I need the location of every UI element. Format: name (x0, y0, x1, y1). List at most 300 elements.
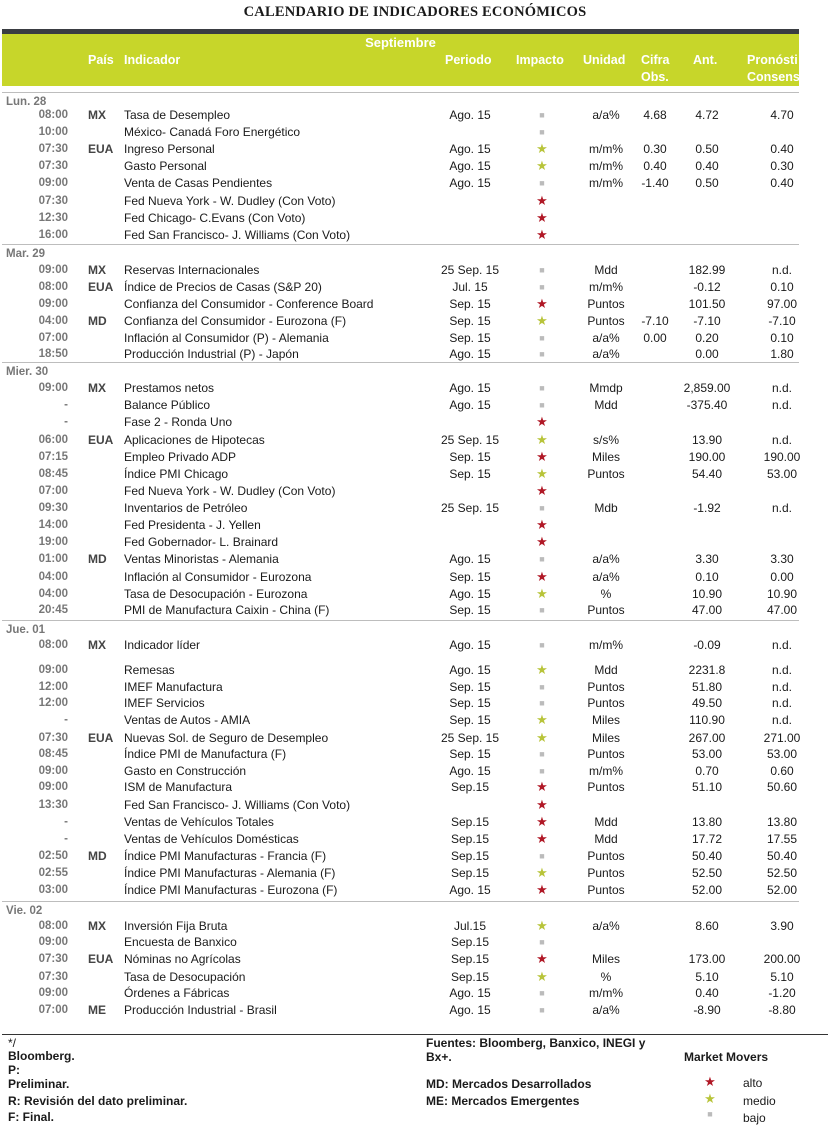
forecast-cell: 0.10 (770, 331, 794, 345)
star-yellow-icon: ★ (536, 586, 548, 601)
actual-cell: -1.40 (641, 176, 669, 190)
period-cell: Sep. 15 (449, 314, 491, 328)
indicator-cell: Órdenes a Fábricas (124, 986, 230, 1000)
indicator-cell: Confianza del Consumidor - Eurozona (F) (124, 314, 347, 328)
forecast-cell: 53.00 (766, 747, 798, 761)
previous-cell: 5.10 (695, 970, 719, 984)
unit-cell: % (600, 970, 612, 984)
unit-cell: Mdd (594, 263, 618, 277)
indicator-cell: Remesas (124, 663, 175, 677)
time-cell: 09:00 (38, 664, 68, 676)
country-cell: EUA (88, 433, 114, 447)
period-cell: Jul. 15 (452, 280, 488, 294)
previous-cell: 0.40 (695, 159, 719, 173)
star-yellow-icon: ★ (536, 662, 548, 677)
time-cell: 19:00 (38, 536, 68, 548)
time-cell: 12:00 (38, 697, 68, 709)
header-indicator: Indicador (124, 53, 181, 67)
unit-cell: Mmdp (589, 381, 623, 395)
forecast-cell: 50.60 (766, 780, 798, 794)
day-label: Mier. 30 (6, 366, 49, 378)
time-cell: 09:00 (38, 382, 68, 394)
actual-cell: -7.10 (641, 314, 669, 328)
table-row (0, 227, 830, 243)
indicator-cell: Inversión Fija Bruta (124, 919, 228, 933)
star-red-icon: ★ (536, 193, 548, 208)
table-row (0, 1002, 830, 1018)
table-row (0, 969, 830, 985)
time-cell: - (64, 399, 68, 411)
table-row (0, 380, 830, 396)
previous-cell: 0.50 (695, 176, 719, 190)
country-cell: MD (88, 314, 107, 328)
forecast-cell: 0.40 (770, 142, 794, 156)
table-row (0, 586, 830, 602)
period-cell: Ago. 15 (449, 142, 491, 156)
time-cell: 20:45 (38, 604, 68, 616)
previous-cell: 2,859.00 (683, 381, 731, 395)
period-cell: Sep. 15 (449, 747, 491, 761)
indicator-cell: Producción Industrial - Brasil (124, 1003, 277, 1017)
square-gray-icon: ■ (539, 1005, 545, 1015)
period-cell: Ago. 15 (449, 176, 491, 190)
star-yellow-icon: ★ (536, 865, 548, 880)
time-cell: 08:45 (38, 748, 68, 760)
star-red-icon: ★ (536, 797, 548, 812)
period-cell: 25 Sep. 15 (440, 433, 500, 447)
period-cell: Sep. 15 (449, 680, 491, 694)
table-row (0, 695, 830, 711)
indicator-cell: Fed Gobernador- L. Brainard (124, 535, 279, 549)
period-cell: Ago. 15 (449, 883, 491, 897)
time-cell: 07:30 (38, 732, 68, 744)
forecast-cell: 50.40 (766, 849, 798, 863)
star-red-icon: ★ (536, 779, 548, 794)
previous-cell: 4.72 (695, 108, 719, 122)
time-cell: - (64, 816, 68, 828)
forecast-cell: 4.70 (770, 108, 794, 122)
time-cell: 07:00 (38, 332, 68, 344)
indicator-cell: Nuevas Sol. de Seguro de Desempleo (124, 731, 329, 745)
square-gray-icon: ■ (539, 605, 545, 615)
indicator-cell: Fed Nueva York - W. Dudley (Con Voto) (124, 484, 336, 498)
time-cell: 09:00 (38, 936, 68, 948)
time-cell: 12:30 (38, 212, 68, 224)
time-cell: - (64, 714, 68, 726)
indicator-cell: Fed San Francisco- J. Williams (Con Voto) (124, 228, 351, 242)
square-gray-icon: ■ (539, 937, 545, 947)
indicator-cell: Índice de Precios de Casas (S&P 20) (124, 280, 322, 294)
time-cell: 09:00 (38, 781, 68, 793)
table-row (0, 449, 830, 465)
unit-cell: a/a% (592, 331, 620, 345)
time-cell: 07:30 (38, 971, 68, 983)
unit-cell: Miles (591, 731, 620, 745)
time-cell: 12:00 (38, 681, 68, 693)
time-cell: 09:00 (38, 765, 68, 777)
table-row (0, 679, 830, 695)
time-cell: 08:00 (38, 920, 68, 932)
star-yellow-icon: ★ (536, 313, 548, 328)
table-row (0, 500, 830, 516)
period-cell: Sep. 15 (449, 331, 491, 345)
square-gray-icon: ■ (539, 178, 545, 188)
previous-cell: 173.00 (688, 952, 726, 966)
previous-cell: 52.00 (691, 883, 723, 897)
star-yellow-icon: ★ (536, 158, 548, 173)
header-impact: Impacto (516, 53, 564, 67)
star-red-icon: ★ (536, 210, 548, 225)
period-cell: Sep.15 (450, 970, 490, 984)
country-cell: MX (88, 108, 106, 122)
indicator-cell: Tasa de Desocupación - Eurozona (124, 587, 308, 601)
time-cell: 13:30 (38, 799, 68, 811)
period-cell: Sep. 15 (449, 696, 491, 710)
indicator-cell: Empleo Privado ADP (124, 450, 237, 464)
footer-note: */ (8, 1036, 17, 1050)
market-movers-title: Market Movers (684, 1050, 769, 1064)
forecast-cell: 1.80 (770, 347, 794, 361)
time-cell: 08:00 (38, 281, 68, 293)
day-separator (2, 901, 799, 902)
star-yellow-icon: ★ (536, 712, 548, 727)
table-row (0, 551, 830, 567)
period-cell: Sep.15 (450, 935, 490, 949)
previous-cell: 0.40 (695, 986, 719, 1000)
unit-cell: Puntos (587, 747, 625, 761)
day-separator (2, 244, 799, 245)
unit-cell: a/a% (592, 347, 620, 361)
unit-cell: Puntos (587, 603, 625, 617)
square-gray-icon: ■ (539, 503, 545, 513)
period-cell: Ago. 15 (449, 764, 491, 778)
forecast-cell: 52.00 (766, 883, 798, 897)
header-forecast: Pronósti (747, 53, 798, 67)
time-cell: 10:00 (38, 126, 68, 138)
star-red-icon: ★ (536, 227, 548, 242)
period-cell: Sep. 15 (449, 450, 491, 464)
indicator-cell: Ingreso Personal (124, 142, 215, 156)
footer-me: ME: Mercados Emergentes (426, 1094, 580, 1108)
forecast-cell: 47.00 (766, 603, 798, 617)
table-row (0, 517, 830, 533)
period-cell: Sep.15 (450, 815, 490, 829)
table-row (0, 330, 830, 346)
forecast-cell: 0.00 (770, 570, 794, 584)
indicator-cell: Fed Presidenta - J. Yellen (124, 518, 261, 532)
table-row (0, 262, 830, 278)
country-cell: MX (88, 638, 106, 652)
country-cell: MD (88, 552, 107, 566)
actual-cell: 0.00 (643, 331, 667, 345)
period-cell: Jul.15 (453, 919, 487, 933)
star-red-icon: ★ (536, 296, 548, 311)
unit-cell: m/m% (589, 986, 623, 1000)
forecast-cell: 17.55 (766, 832, 798, 846)
unit-cell: Miles (591, 450, 620, 464)
month-label: Septiembre (2, 34, 799, 52)
indicator-cell: Índice PMI Manufacturas - Eurozona (F) (124, 883, 338, 897)
unit-cell: % (600, 587, 612, 601)
previous-cell: 101.50 (688, 297, 726, 311)
indicator-cell: Venta de Casas Pendientes (124, 176, 273, 190)
previous-cell: 17.72 (691, 832, 723, 846)
star-yellow-icon: ★ (536, 918, 548, 933)
header-country: País (88, 53, 114, 67)
period-cell: Sep. 15 (449, 570, 491, 584)
previous-cell: 13.80 (691, 815, 723, 829)
indicator-cell: Fed San Francisco- J. Williams (Con Voto) (124, 798, 351, 812)
previous-cell: -0.12 (693, 280, 721, 294)
square-gray-icon: ■ (539, 400, 545, 410)
forecast-cell: 13.80 (766, 815, 798, 829)
time-cell: 07:30 (38, 160, 68, 172)
forecast-cell: -7.10 (768, 314, 796, 328)
unit-cell: Puntos (587, 866, 625, 880)
table-row (0, 662, 830, 678)
unit-cell: m/m% (589, 142, 623, 156)
indicator-cell: Tasa de Desempleo (124, 108, 231, 122)
square-gray-icon: ■ (539, 988, 545, 998)
forecast-cell: 3.30 (770, 552, 794, 566)
square-gray-icon: ■ (539, 282, 545, 292)
footer-note: R: Revisión del dato preliminar. (8, 1094, 188, 1108)
table-row (0, 763, 830, 779)
forecast-cell: 53.00 (766, 467, 798, 481)
forecast-cell: n.d. (771, 638, 792, 652)
table-row (0, 414, 830, 430)
indicator-cell: Gasto en Construcción (124, 764, 247, 778)
indicator-cell: Índice PMI Manufacturas - Alemania (F) (124, 866, 336, 880)
indicator-cell: México- Canadá Foro Energético (124, 125, 301, 139)
period-cell: 25 Sep. 15 (440, 263, 500, 277)
table-row (0, 882, 830, 898)
table-row (0, 210, 830, 226)
period-cell: Ago. 15 (449, 663, 491, 677)
time-cell: 09:00 (38, 298, 68, 310)
time-cell: 09:30 (38, 502, 68, 514)
day-separator (2, 362, 799, 363)
indicator-cell: Balance Público (124, 398, 211, 412)
header-previous: Ant. (693, 53, 718, 67)
indicator-cell: IMEF Servicios (124, 696, 205, 710)
unit-cell: a/a% (592, 570, 620, 584)
forecast-cell: 0.10 (770, 280, 794, 294)
star-red-icon: ★ (704, 1074, 716, 1089)
forecast-cell: n.d. (771, 696, 792, 710)
time-cell: 02:50 (38, 850, 68, 862)
legend-label-medio: medio (743, 1094, 776, 1108)
indicator-cell: Inflación al Consumidor (P) - Alemania (124, 331, 329, 345)
previous-cell: 51.10 (691, 780, 723, 794)
time-cell: - (64, 833, 68, 845)
square-gray-icon: ■ (539, 766, 545, 776)
unit-cell: m/m% (589, 638, 623, 652)
previous-cell: 2231.8 (688, 663, 726, 677)
time-cell: 01:00 (38, 553, 68, 565)
table-row (0, 175, 830, 191)
indicator-cell: Confianza del Consumidor - Conference Board (124, 297, 374, 311)
table-row (0, 296, 830, 312)
star-yellow-icon: ★ (536, 969, 548, 984)
previous-cell: 0.70 (695, 764, 719, 778)
column-header-band (2, 52, 799, 86)
table-row (0, 848, 830, 864)
table-row (0, 779, 830, 795)
time-cell: 07:00 (38, 1004, 68, 1016)
time-cell: 04:00 (38, 571, 68, 583)
period-cell: Sep.15 (450, 952, 490, 966)
table-row (0, 730, 830, 746)
square-gray-icon: ■ (539, 851, 545, 861)
table-row (0, 865, 830, 881)
footer-sources-cont: Bx+. (426, 1050, 452, 1064)
square-gray-icon: ■ (539, 698, 545, 708)
table-row (0, 985, 830, 1001)
forecast-cell: 0.40 (770, 176, 794, 190)
previous-cell: 54.40 (691, 467, 723, 481)
forecast-cell: n.d. (771, 713, 792, 727)
time-cell: 03:00 (38, 884, 68, 896)
table-row (0, 432, 830, 448)
indicator-cell: Indicador líder (124, 638, 201, 652)
unit-cell: m/m% (589, 176, 623, 190)
day-label: Lun. 28 (6, 96, 47, 108)
indicator-cell: Ventas Minoristas - Alemania (124, 552, 279, 566)
star-yellow-icon: ★ (704, 1091, 716, 1106)
previous-cell: -8.90 (693, 1003, 721, 1017)
period-cell: Sep. 15 (449, 297, 491, 311)
country-cell: EUA (88, 280, 114, 294)
indicator-cell: Índice PMI de Manufactura (F) (124, 747, 287, 761)
time-cell: 18:50 (38, 348, 68, 360)
period-cell: Sep.15 (450, 866, 490, 880)
time-cell: 09:00 (38, 264, 68, 276)
forecast-cell: n.d. (771, 381, 792, 395)
period-cell: Sep.15 (450, 780, 490, 794)
footer-note: P: (8, 1063, 20, 1077)
previous-cell: 47.00 (691, 603, 723, 617)
footer-sources: Fuentes: Bloomberg, Banxico, INEGI y (426, 1036, 646, 1050)
unit-cell: Puntos (587, 297, 625, 311)
country-cell: MX (88, 263, 106, 277)
star-red-icon: ★ (536, 814, 548, 829)
footer-md: MD: Mercados Desarrollados (426, 1077, 592, 1091)
indicator-cell: Gasto Personal (124, 159, 207, 173)
country-cell: EUA (88, 952, 114, 966)
unit-cell: Mdd (594, 832, 618, 846)
star-yellow-icon: ★ (536, 466, 548, 481)
period-cell: Sep. 15 (449, 603, 491, 617)
footer-divider (2, 1034, 828, 1035)
table-row (0, 124, 830, 140)
square-gray-icon: ■ (539, 349, 545, 359)
header-forecast-sub: Consens (747, 70, 800, 84)
indicator-cell: Ventas de Vehículos Domésticas (124, 832, 299, 846)
actual-cell: 4.68 (643, 108, 667, 122)
header-actual: Cifra (641, 53, 670, 67)
unit-cell: a/a% (592, 552, 620, 566)
previous-cell: -1.92 (693, 501, 721, 515)
indicator-cell: Fed Nueva York - W. Dudley (Con Voto) (124, 194, 336, 208)
country-cell: MX (88, 381, 106, 395)
day-label: Jue. 01 (6, 624, 45, 636)
page-title: CALENDARIO DE INDICADORES ECONÓMICOS (243, 4, 587, 20)
unit-cell: Puntos (587, 780, 625, 794)
time-cell: 07:30 (38, 143, 68, 155)
square-gray-icon: ■ (539, 640, 545, 650)
previous-cell: 182.99 (688, 263, 726, 277)
forecast-cell: -8.80 (768, 1003, 796, 1017)
unit-cell: Puntos (587, 314, 625, 328)
indicator-cell: IMEF Manufactura (124, 680, 223, 694)
country-cell: ME (88, 1003, 106, 1017)
period-cell: Sep.15 (450, 849, 490, 863)
table-row (0, 397, 830, 413)
unit-cell: Miles (591, 713, 620, 727)
actual-cell: 0.40 (643, 159, 667, 173)
table-row (0, 602, 830, 618)
day-separator (2, 620, 799, 621)
forecast-cell: -1.20 (768, 986, 796, 1000)
square-gray-icon: ■ (539, 127, 545, 137)
unit-cell: s/s% (592, 433, 619, 447)
previous-cell: 0.20 (695, 331, 719, 345)
time-cell: 04:00 (38, 588, 68, 600)
period-cell: 25 Sep. 15 (440, 501, 500, 515)
star-red-icon: ★ (536, 414, 548, 429)
table-row (0, 934, 830, 950)
indicator-cell: Índice PMI Chicago (124, 467, 229, 481)
legend-label-bajo: bajo (743, 1111, 766, 1125)
unit-cell: Puntos (587, 680, 625, 694)
star-red-icon: ★ (536, 831, 548, 846)
unit-cell: Puntos (587, 696, 625, 710)
table-row (0, 814, 830, 830)
forecast-cell: 200.00 (763, 952, 801, 966)
footer-note: Preliminar. (8, 1077, 70, 1091)
table-row (0, 746, 830, 762)
time-cell: 04:00 (38, 315, 68, 327)
unit-cell: Mdd (594, 815, 618, 829)
time-cell: 07:30 (38, 195, 68, 207)
indicator-cell: Ventas de Autos - AMIA (124, 713, 251, 727)
table-row (0, 141, 830, 157)
previous-cell: 190.00 (688, 450, 726, 464)
forecast-cell: 190.00 (763, 450, 801, 464)
forecast-cell: 0.30 (770, 159, 794, 173)
previous-cell: 51.80 (691, 680, 723, 694)
forecast-cell: 5.10 (770, 970, 794, 984)
time-cell: 07:00 (38, 485, 68, 497)
forecast-cell: 52.50 (766, 866, 798, 880)
day-separator (2, 92, 799, 93)
period-cell: Ago. 15 (449, 347, 491, 361)
table-row (0, 637, 830, 653)
header-unit: Unidad (583, 53, 626, 67)
table-row (0, 797, 830, 813)
star-red-icon: ★ (536, 483, 548, 498)
period-cell: Sep. 15 (449, 467, 491, 481)
indicator-cell: PMI de Manufactura Caixin - China (F) (124, 603, 330, 617)
period-cell: Ago. 15 (449, 381, 491, 395)
period-cell: Ago. 15 (449, 1003, 491, 1017)
forecast-cell: n.d. (771, 433, 792, 447)
forecast-cell: n.d. (771, 398, 792, 412)
table-row (0, 712, 830, 728)
header-actual-sub: Obs. (641, 70, 669, 84)
period-cell: 25 Sep. 15 (440, 731, 500, 745)
